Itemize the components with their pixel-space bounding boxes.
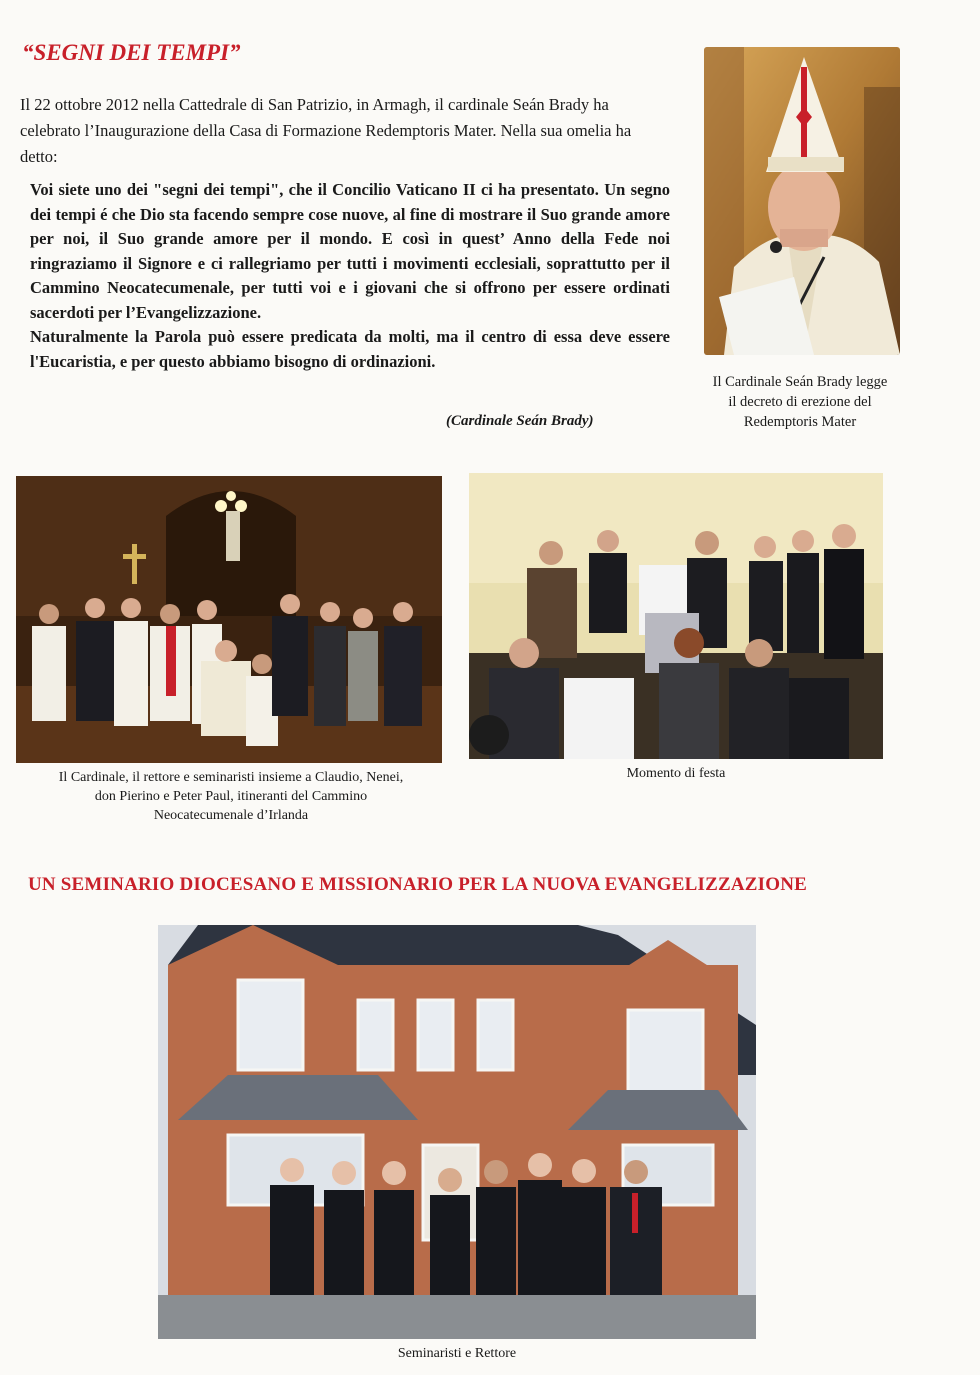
quote-paragraph-2: Naturalmente la Parola può essere predicata da molti, ma il centro di essa deve essere l'Eucaristia, e per questo abbiamo bisogno di ordinazioni. [30,327,670,371]
caption-line: Il Cardinale, il rettore e seminaristi insieme a Claudio, Nenei, [58,770,404,785]
seminary-house-photo [158,925,756,1339]
caption-line: Il Cardinale Seán Brady legge [712,374,888,390]
intro-paragraph: Il 22 ottobre 2012 nella Cattedrale di San Patrizio, in Armagh, il cardinale Seán Brady ha celebrato l’Inaugurazione della Casa di Formazione Redemptoris Mater. Nella sua omelia ha detto: [20,95,632,166]
section-title: “SEGNI DEI TEMPI” [22,40,241,65]
cardinal-photo [704,47,900,355]
celebration-photo [469,473,883,759]
cardinal-photo-caption [690,372,910,432]
group-photo [16,476,442,763]
quote-paragraph-1: Voi siete uno dei "segni dei tempi", che il Concilio Vaticano II ci ha presentato. Un segno dei tempi é che Dio sta facendo sempre cose nuove, al fine di mostrare il Suo grande amore per noi, il Suo grande amore per il mondo. E così in quest’ Anno della Fede noi ringraziamo il Signore e ci rallegriamo per tutti i movimenti ecclesiali, soprattutto per il Cammino Neocatecumenale, per tutti voi e i giovani che si offrono per essere ordinati sacerdoti per l’Evangelizzazione. [30,180,670,322]
caption-line: il decreto di erezione del [728,394,872,410]
caption-line: don Pierino e Peter Paul, itineranti del Cammino [94,789,368,804]
seminary-house-caption: Seminaristi e Rettore [397,1346,517,1361]
homily-quote [30,178,670,374]
group-photo-caption [16,768,446,825]
caption-line: Neocatecumenale d’Irlanda [153,808,309,823]
caption-line: Redemptoris Mater [743,414,857,430]
seminary-section-title: UN SEMINARIO DIOCESANO E MISSIONARIO PER LA NUOVA EVANGELIZZAZIONE [28,874,807,895]
celebration-photo-caption: Momento di festa [626,766,726,781]
quote-author: (Cardinale Seán Brady) [446,413,594,429]
